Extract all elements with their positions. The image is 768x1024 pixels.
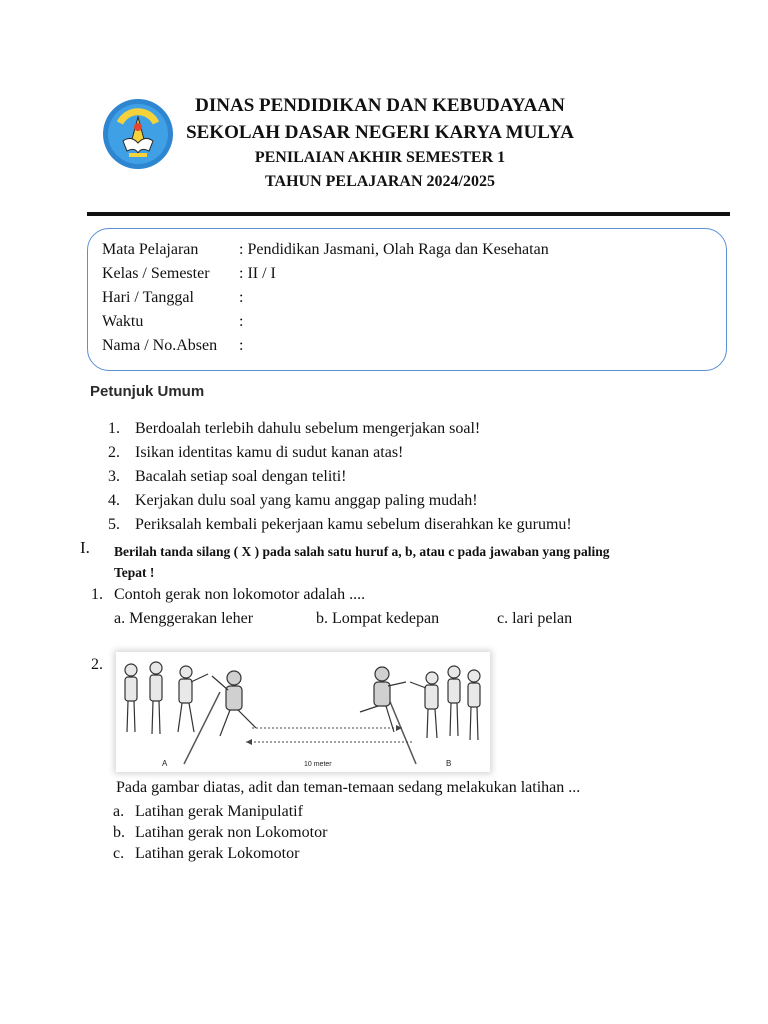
- question-2-figure: [116, 652, 490, 772]
- question-1-option-c: c. lari pelan: [497, 610, 573, 627]
- instruction-number: 2.: [108, 444, 120, 461]
- instruction-item: [108, 516, 572, 534]
- instruction-text: Berdoalah terlebih dahulu sebelum mengerjakan soal!: [135, 420, 481, 437]
- identity-label: Waktu: [102, 313, 144, 330]
- identity-row-name: [102, 337, 243, 355]
- question-1-option-a: a. Menggerakan leher: [114, 610, 254, 627]
- identity-label: Nama / No.Absen: [102, 337, 218, 354]
- option-letter: a.: [113, 803, 125, 820]
- instruction-item: [108, 468, 346, 486]
- header-divider: [87, 212, 730, 216]
- identity-label: Hari / Tanggal: [102, 289, 194, 306]
- school-logo: [101, 97, 175, 171]
- question-2-text: Pada gambar diatas, adit dan teman-temaan sedang melakukan latihan ...: [116, 779, 581, 796]
- instruction-text: Bacalah setiap soal dengan teliti!: [135, 468, 347, 485]
- identity-row-subject: [102, 241, 549, 259]
- option-text: Latihan gerak Manipulatif: [135, 803, 303, 820]
- header-school: SEKOLAH DASAR NEGERI KARYA MULYA: [186, 122, 574, 143]
- child-figure: [178, 666, 208, 732]
- child-figure: [410, 672, 438, 738]
- header-agency: DINAS PENDIDIKAN DAN KEBUDAYAAN: [195, 95, 565, 116]
- identity-row-date: [102, 289, 243, 307]
- option-letter: c.: [113, 845, 125, 862]
- question-2-number: 2.: [91, 656, 103, 673]
- question-2-option-b: [113, 824, 327, 842]
- question-1-option-b: b. Lompat kedepan: [316, 610, 440, 627]
- question-1-number: 1.: [91, 586, 103, 603]
- identity-value: :: [239, 337, 244, 354]
- identity-value: : Pendidikan Jasmani, Olah Raga dan Kesehatan: [239, 241, 549, 258]
- figure-label-b: B: [446, 759, 452, 768]
- option-text: Latihan gerak non Lokomotor: [135, 824, 328, 841]
- identity-row-time: [102, 313, 243, 331]
- instruction-item: [108, 420, 480, 438]
- section-number: I.: [80, 538, 90, 557]
- child-figure: [125, 664, 137, 732]
- instruction-number: 4.: [108, 492, 120, 509]
- identity-label: Mata Pelajaran: [102, 241, 199, 258]
- instructions-title: Petunjuk Umum: [90, 383, 205, 400]
- instruction-item: [108, 492, 478, 510]
- instruction-text: Isikan identitas kamu di sudut kanan atas!: [135, 444, 404, 461]
- figure-label-a: A: [162, 759, 168, 768]
- header-exam: PENILAIAN AKHIR SEMESTER 1: [254, 149, 506, 166]
- instruction-item: [108, 444, 403, 462]
- runner-figure: [212, 671, 256, 736]
- figure-distance-label: 10 meter: [304, 761, 332, 768]
- identity-value: :: [239, 313, 244, 330]
- instruction-number: 1.: [108, 420, 120, 437]
- option-text: Latihan gerak Lokomotor: [135, 845, 300, 862]
- instruction-text: Kerjakan dulu soal yang kamu anggap paling mudah!: [135, 492, 478, 509]
- child-figure: [468, 670, 480, 740]
- instruction-number: 5.: [108, 516, 120, 533]
- relay-illustration: [116, 652, 490, 772]
- identity-label: Kelas / Semester: [102, 265, 210, 282]
- section-instruction: Berilah tanda silang ( X ) pada salah satu huruf a, b, atau c pada jawaban yang paling Tepat !: [114, 544, 610, 580]
- identity-value: :: [239, 289, 244, 306]
- question-2-option-a: [113, 803, 303, 821]
- header-year: TAHUN PELAJARAN 2024/2025: [265, 173, 495, 190]
- child-figure: [448, 666, 460, 736]
- question-2-option-c: [113, 845, 299, 863]
- option-letter: b.: [113, 824, 125, 841]
- identity-value: : II / I: [239, 265, 276, 282]
- instruction-text: Periksalah kembali pekerjaan kamu sebelum diserahkan ke gurumu!: [135, 516, 572, 533]
- identity-row-class: [102, 265, 276, 283]
- child-figure: [150, 662, 162, 734]
- instruction-number: 3.: [108, 468, 120, 485]
- question-1-text: Contoh gerak non lokomotor adalah ....: [114, 586, 366, 603]
